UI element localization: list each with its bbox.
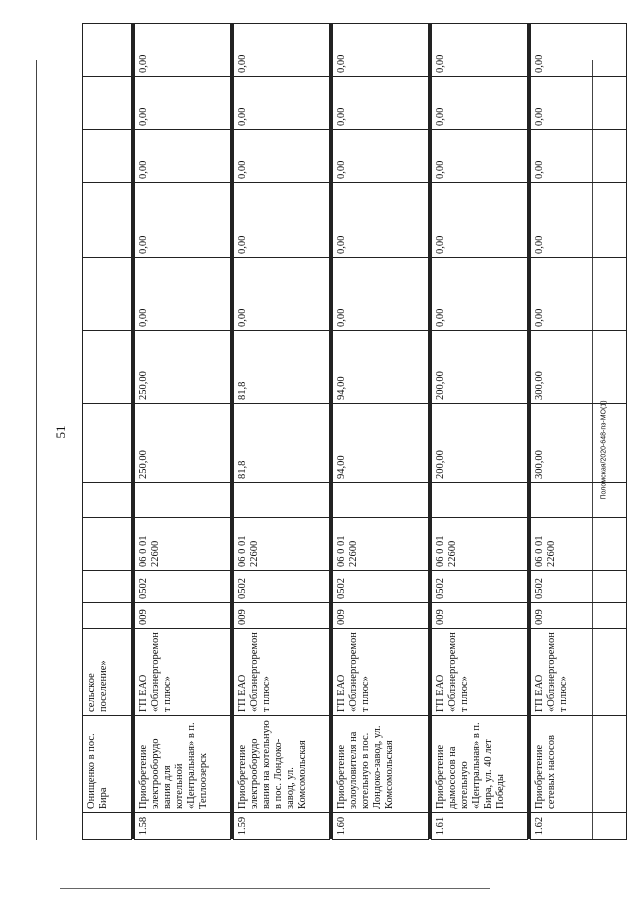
header-cell-no: [83, 813, 132, 840]
executor: ГП ЕАО «Облэнергоремон т плюс»: [432, 629, 528, 716]
header-cell-name: Онищенко в пос. Бира: [83, 716, 132, 813]
left-binding-line: [36, 60, 37, 840]
grbs-code: 009: [234, 603, 330, 629]
executor: ГП ЕАО «Облэнергоремон т плюс»: [135, 629, 231, 716]
rz-code: 0502: [432, 571, 528, 603]
header-cell-v5: [83, 130, 132, 183]
amount-total: 81,8: [234, 404, 330, 483]
amount-year-1: 250,00: [135, 331, 231, 404]
executor: ГП ЕАО «Облэнергоремон т плюс»: [234, 629, 330, 716]
amount-year-5: 0,00: [234, 77, 330, 130]
vr-code: [333, 483, 429, 518]
amount-year-2: 0,00: [234, 258, 330, 331]
amount-year-2: 0,00: [531, 258, 627, 331]
budget-table: [82, 23, 627, 840]
rotated-table-wrapper: [82, 54, 614, 840]
amount-total: 94,00: [333, 404, 429, 483]
header-cell-v4: [83, 183, 132, 258]
amount-total: 300,00: [531, 404, 627, 483]
amount-year-6: 0,00: [234, 24, 330, 77]
amount-year-4: 0,00: [234, 130, 330, 183]
executor: ГП ЕАО «Облэнергоремон т плюс»: [333, 629, 429, 716]
grbs-code: 009: [333, 603, 429, 629]
amount-year-2: 0,00: [432, 258, 528, 331]
amount-year-3: 0,00: [432, 183, 528, 258]
measure-name: Приобретение сетевых насосов: [531, 716, 627, 813]
amount-year-5: 0,00: [531, 77, 627, 130]
csr-code: 06 0 01 22600: [234, 518, 330, 571]
amount-total: 200,00: [432, 404, 528, 483]
amount-year-5: 0,00: [135, 77, 231, 130]
amount-year-6: 0,00: [135, 24, 231, 77]
amount-year-2: 0,00: [333, 258, 429, 331]
document-reference: Поломская/2020-648-пз-МО(1): [600, 400, 608, 500]
bottom-rule: [60, 888, 490, 889]
measure-name: Приобретение электрооборудо вания для котельной «Центральная» в п. Теплоозерск: [135, 716, 231, 813]
amount-year-3: 0,00: [531, 183, 627, 258]
amount-year-4: 0,00: [333, 130, 429, 183]
vr-code: [234, 483, 330, 518]
row-number: 1.58: [135, 813, 231, 840]
header-cell-v2: [83, 331, 132, 404]
vr-code: [531, 483, 627, 518]
csr-code: 06 0 01 22600: [432, 518, 528, 571]
csr-code: 06 0 01 22600: [135, 518, 231, 571]
header-cell-v6: [83, 77, 132, 130]
header-cell-csr: [83, 518, 132, 571]
row-number: 1.62: [531, 813, 627, 840]
amount-year-2: 0,00: [135, 258, 231, 331]
executor: ГП ЕАО «Облэнергоремон т плюс»: [531, 629, 627, 716]
header-cell-v3: [83, 258, 132, 331]
csr-code: 06 0 01 22600: [531, 518, 627, 571]
header-cell-rz: [83, 571, 132, 603]
row-number: 1.59: [234, 813, 330, 840]
amount-year-1: 200,00: [432, 331, 528, 404]
amount-year-4: 0,00: [135, 130, 231, 183]
amount-year-6: 0,00: [333, 24, 429, 77]
vr-code: [432, 483, 528, 518]
grbs-code: 009: [531, 603, 627, 629]
row-number: 1.60: [333, 813, 429, 840]
amount-year-1: 81,8: [234, 331, 330, 404]
amount-year-3: 0,00: [135, 183, 231, 258]
amount-year-5: 0,00: [432, 77, 528, 130]
measure-name: Приобретение золоуловителя на котельную в пос. Лондоко-завод, ул. Комсомольская: [333, 716, 429, 813]
grbs-code: 009: [135, 603, 231, 629]
amount-year-5: 0,00: [333, 77, 429, 130]
amount-year-1: 300,00: [531, 331, 627, 404]
amount-year-4: 0,00: [531, 130, 627, 183]
header-cell-v7: [83, 24, 132, 77]
measure-name: Приобретение электрооборудо вания на котельную в пос. Лондоко-завод, ул. Комсомольская: [234, 716, 330, 813]
amount-year-3: 0,00: [333, 183, 429, 258]
header-cell-v1: [83, 404, 132, 483]
header-row: [83, 24, 132, 840]
table-row: [234, 24, 330, 840]
table-row: [135, 24, 231, 840]
csr-code: 06 0 01 22600: [333, 518, 429, 571]
page-number: 51: [53, 425, 68, 439]
rz-code: 0502: [531, 571, 627, 603]
measure-name: Приобретение дымососов на котельную «Центральная» в п. Бира, ул. 40 лет Победы: [432, 716, 528, 813]
table-row: [432, 24, 528, 840]
rz-code: 0502: [234, 571, 330, 603]
table-row: [333, 24, 429, 840]
rz-code: 0502: [135, 571, 231, 603]
row-number: 1.61: [432, 813, 528, 840]
header-cell-executor: сельское поселение»: [83, 629, 132, 716]
header-cell-grbs: [83, 603, 132, 629]
table-row: [531, 24, 627, 840]
grbs-code: 009: [432, 603, 528, 629]
vr-code: [135, 483, 231, 518]
amount-year-4: 0,00: [432, 130, 528, 183]
header-cell-vr: [83, 483, 132, 518]
amount-year-6: 0,00: [432, 24, 528, 77]
amount-year-1: 94,00: [333, 331, 429, 404]
rz-code: 0502: [333, 571, 429, 603]
amount-year-6: 0,00: [531, 24, 627, 77]
amount-total: 250,00: [135, 404, 231, 483]
amount-year-3: 0,00: [234, 183, 330, 258]
